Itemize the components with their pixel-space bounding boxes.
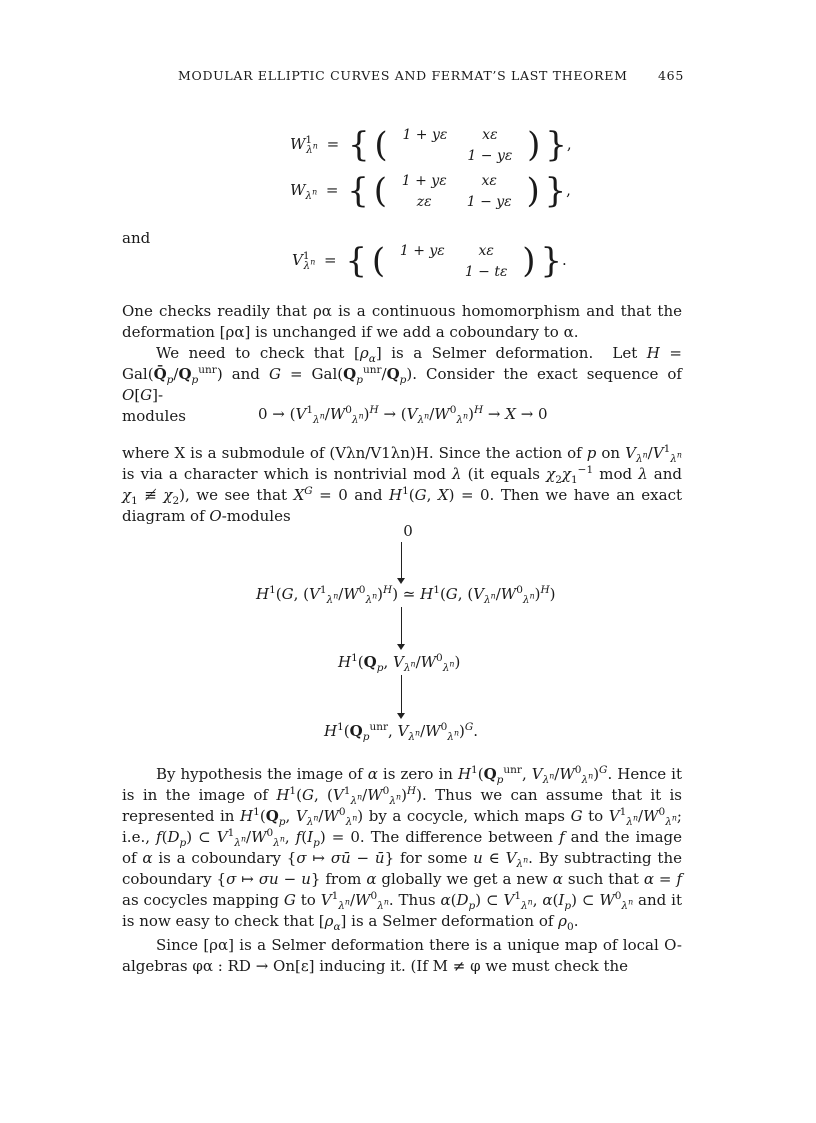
diagram-arrow-3	[401, 675, 402, 713]
paragraph-continuity: One checks readily that ρα is a continuous homomorphism and that the deformation [ρα] is unchanged if we add a coboundary to α.	[122, 302, 682, 341]
diagram-arrowhead-3	[397, 713, 405, 719]
diagram-row-3: $H^1(Q_p^{unr}$, $V_{\lambda^n}/W^0_{\lambda^n})^G$.	[324, 721, 479, 743]
exact-sequence: $0 \to (V^1_{\lambda^n}/W^0_{\lambda^n})^H \to (V_{\lambda^n}/W^0_{\lambda^n})^H \to X \to 0$	[258, 404, 548, 426]
equation-w1: $W^1_{\lambda^n}$ = { ( 1 + yε xε 1 − yε ) },	[290, 125, 572, 165]
matrix-w1: 1 + yε xε 1 − yε	[402, 126, 513, 164]
diagram-arrow-1	[401, 542, 402, 578]
diagram-arrowhead-1	[397, 578, 405, 584]
diagram-zero: 0	[403, 522, 413, 540]
page-number: 465	[658, 68, 684, 83]
paragraph-selmer-check: We need to check that $[\rho_\alpha]$ is a Selmer deformation. Let $H = Gal(Q̄_p/Q_p^{unr})$ and $G = Gal(Q_p^{unr}/Q_p)$. Consider the exact sequence of O[G]- modules	[122, 344, 683, 425]
running-title: MODULAR ELLIPTIC CURVES AND FERMAT’S LAST THEOREM	[178, 68, 628, 83]
submodule-text: where X is a submodule of (Vλn/V1λn)H.	[122, 444, 434, 462]
running-header	[178, 68, 684, 83]
paragraph-local-algebras: Since [ρα] is a Selmer deformation there is a unique map of local O-algebras φα : RD → On[ε] inducing it. (If M ≠ φ we must check the	[122, 936, 682, 975]
matrix-v1: 1 + yε xε 1 − tε	[399, 242, 508, 280]
matrix-w: 1 + yε xε zε 1 − yε	[401, 172, 512, 210]
diagram-arrowhead-2	[397, 644, 405, 650]
diagram-row-1: $H^1(G$, $(V^1_{\lambda^n}/W^0_{\lambda^n})^H$) ≃ $H^1(G$, $(V_{\lambda^n}/W^0_{\lambda^n})^H$)	[256, 584, 556, 606]
paragraph-hypothesis: By hypothesis the image of α is zero in $H^1(Q_p^{unr}$, $V_{\lambda^n}/W^0_{\lambda^n})^G$. Hence it is in the image of $H^1(G$, $(V^1_{\lambda^n}/W^0_{\lambda^n})^H$). Thus we can assume that it is represented in $H^1(Q_p$, $V_{\lambda^n}/W^0_{\lambda^n}$) by a cocycle, which maps G to $V^1_{\lambda^n}/W^0_{\lambda^n}$; i.e., $f(D_p)$ ⊂ $V^1_{\lambda^n}/W^0_{\lambda^n}$, $f(I_p) = 0$. The difference between f and the image of α is a coboundary {σ ↦ σū − ū} for some u ∈ $V_{\lambda^n}$. By subtracting the coboundary {σ ↦ σu − u} from α globally we get a new α such that α = f as cocycles mapping G to $V^1_{\lambda^n}/W^0_{\lambda^n}$. Thus $\alpha(D_p)$ ⊂ $V^1_{\lambda^n}$, $\alpha(I_p)$ ⊂ $W^0_{\lambda^n}$ and it is now easy to check that $[\rho_\alpha]$ is a Selmer deformation of $\rho_0$.	[122, 764, 683, 933]
diagram-arrow-2	[401, 607, 402, 644]
equation-v1: $V^1_{\lambda^n}$ = { ( 1 + yε xε 1 − tε ) }.	[292, 241, 567, 281]
equation-w: $W_{\lambda^n}$ = { ( 1 + yε xε zε 1 − yε ) },	[290, 171, 571, 211]
paragraph-submodule: where X is a submodule of (Vλn/V1λn)H. Since the action of p on $V_{\lambda^n}/V^1_{\lambda^n}$ is via a character which is nontrivial mod λ (it equals $\chi_2\chi_1^{-1}$ mod λ and $\chi_1$ ≢ $\chi_2$), we see that $X^G = 0$ and $H^1(G$, X) = 0. Then we have an exact diagram of O-modules	[122, 443, 683, 525]
diagram-row-2: $H^1(Q_p$, $V_{\lambda^n}/W^0_{\lambda^n}$)	[338, 652, 461, 674]
word-and: and	[122, 229, 151, 247]
